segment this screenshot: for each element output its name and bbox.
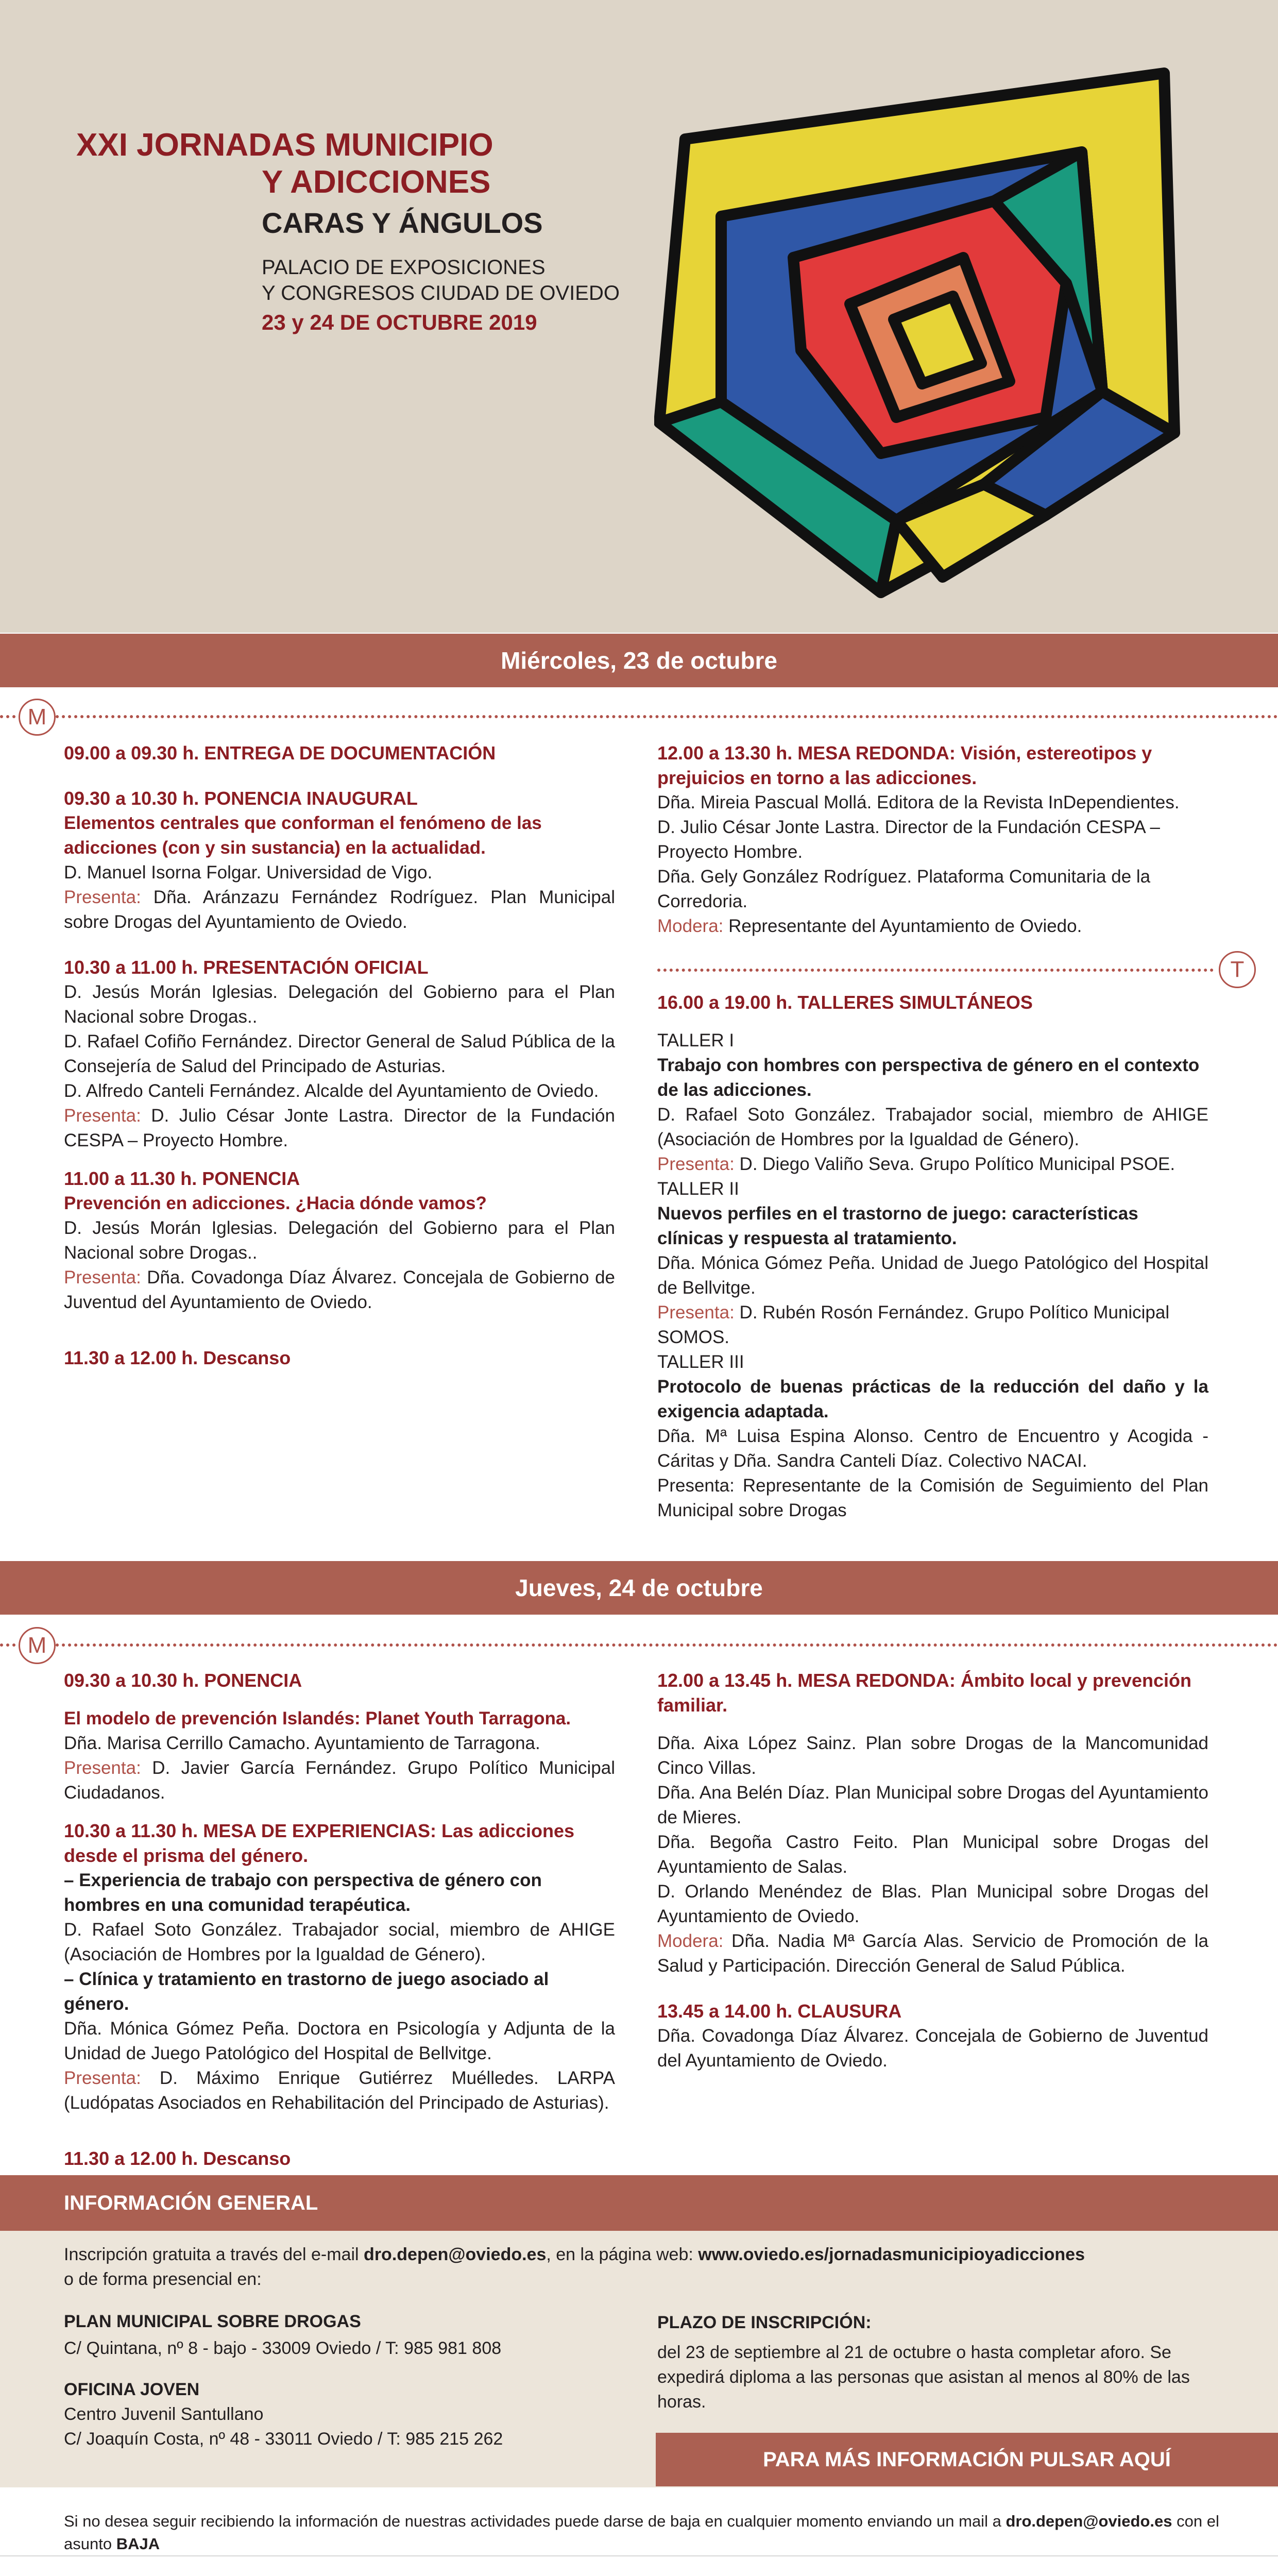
registration-web-link[interactable]: www.oviedo.es/jornadasmunicipioyadicciones bbox=[698, 2245, 1085, 2264]
session-time: 16.00 a 19.00 h. TALLERES SIMULTÁNEOS bbox=[657, 992, 1033, 1013]
speaker: D. Rafael Soto González. Trabajador social, miembro de AHIGE (Asociación de Hombres por la Igualdad de Género). bbox=[657, 1105, 1208, 1149]
info-title: INFORMACIÓN GENERAL bbox=[64, 2192, 318, 2214]
presenter: Presenta: Representante de la Comisión de Seguimiento del Plan Municipal sobre Drogas bbox=[657, 1476, 1208, 1520]
office-address: C/ Joaquín Costa, nº 48 - 33011 Oviedo / T: 985 215 262 bbox=[64, 2429, 503, 2449]
morning-marker-icon: M bbox=[19, 699, 56, 736]
session-time: 12.00 a 13.30 h. MESA REDONDA: Visión, estereotipos y prejuicios en torno a las adicciones. bbox=[657, 742, 1152, 788]
unsubscribe-note: Si no desea seguir recibiendo la información de nuestras actividades puede darse de baja en cualquier momento enviando un mail a dro.depen@oviedo.es con el asunto BAJA bbox=[64, 2512, 1219, 2553]
break-time: 11.30 a 12.00 h. Descanso bbox=[64, 1347, 291, 1368]
workshop-title: Trabajo con hombres con perspectiva de género en el contexto de las adicciones. bbox=[657, 1055, 1200, 1100]
session-time: 12.00 a 13.45 h. MESA REDONDA: Ámbito local y prevención familiar. bbox=[657, 1670, 1191, 1716]
experience-title: – Clínica y tratamiento en trastorno de juego asociado al género. bbox=[64, 1969, 549, 2014]
presenter: Presenta: Dña. Aránzazu Fernández Rodríguez. Plan Municipal sobre Drogas del Ayuntamiento de Oviedo. bbox=[64, 887, 615, 932]
workshop-label: TALLER I bbox=[657, 1030, 735, 1050]
presenter: Presenta: D. Rubén Rosón Fernández. Grupo Político Municipal SOMOS. bbox=[657, 1302, 1170, 1347]
day2-right-column bbox=[657, 1668, 1208, 2073]
speaker: Dña. Ana Belén Díaz. Plan Municipal sobre Drogas del Ayuntamiento de Mieres. bbox=[657, 1783, 1208, 1827]
day1-afternoon-column bbox=[657, 990, 1208, 1523]
day2-left-column bbox=[64, 1668, 615, 2171]
session-time: 10.30 a 11.00 h. PRESENTACIÓN OFICIAL bbox=[64, 957, 429, 978]
session-time: 13.45 a 14.00 h. CLAUSURA bbox=[657, 2001, 902, 2022]
event-title-line2: Y ADICCIONES bbox=[262, 164, 491, 200]
session-title: Prevención en adicciones. ¿Hacia dónde vamos? bbox=[64, 1193, 487, 1213]
session-time: 09.30 a 10.30 h. PONENCIA INAUGURAL bbox=[64, 788, 418, 809]
office-title: PLAN MUNICIPAL SOBRE DROGAS bbox=[64, 2312, 361, 2331]
deadline-title: PLAZO DE INSCRIPCIÓN: bbox=[657, 2313, 872, 2332]
venue-line1: PALACIO DE EXPOSICIONES bbox=[262, 256, 546, 279]
day1-morning-divider bbox=[0, 715, 1278, 718]
experience-title: – Experiencia de trabajo con perspectiva de género con hombres en una comunidad terapéutica. bbox=[64, 1870, 542, 1915]
speaker: Dña. Gely González Rodríguez. Plataforma Comunitaria de la Corredoria. bbox=[657, 867, 1151, 911]
speaker: D. Manuel Isorna Folgar. Universidad de Vigo. bbox=[64, 862, 433, 883]
speaker: Dña. Mª Luisa Espina Alonso. Centro de Encuentro y Acogida - Cáritas y Dña. Sandra Canteli Díaz. Colectivo NACAI. bbox=[657, 1426, 1208, 1471]
registration-text: Inscripción gratuita a través del e-mail dro.depen@oviedo.es, en la página web: www.oviedo.es/jornadasmunicipioyadicciones o de forma presencial en: bbox=[64, 2245, 1085, 2289]
workshop-title: Nuevos perfiles en el trastorno de juego: características clínicas y respuesta al tratamiento. bbox=[657, 1204, 1138, 1248]
moderator: Modera: Dña. Nadia Mª García Alas. Servicio de Promoción de la Salud y Participación. Dirección General de Salud Pública. bbox=[657, 1931, 1208, 1976]
session-time: 11.00 a 11.30 h. PONENCIA bbox=[64, 1168, 300, 1189]
speaker: D. Alfredo Canteli Fernández. Alcalde del Ayuntamiento de Oviedo. bbox=[64, 1081, 599, 1101]
speaker: D. Rafael Soto González. Trabajador social, miembro de AHIGE (Asociación de Hombres por la Igualdad de Género). bbox=[64, 1920, 615, 1964]
presenter: Presenta: D. Diego Valiño Seva. Grupo Político Municipal PSOE. bbox=[657, 1154, 1175, 1174]
afternoon-marker-icon: T bbox=[1219, 951, 1256, 988]
speaker: D. Orlando Menéndez de Blas. Plan Municipal sobre Drogas del Ayuntamiento de Oviedo. bbox=[657, 1882, 1208, 1926]
speaker: D. Jesús Morán Iglesias. Delegación del Gobierno para el Plan Nacional sobre Drogas.. bbox=[64, 1218, 615, 1263]
speaker: D. Jesús Morán Iglesias. Delegación del Gobierno para el Plan Nacional sobre Drogas.. bbox=[64, 982, 615, 1027]
morning-marker-icon: M bbox=[19, 1627, 56, 1664]
session-title: Elementos centrales que conforman el fenómeno de las adicciones (con y sin sustancia) en la actualidad. bbox=[64, 813, 542, 858]
workshop-title: Protocolo de buenas prácticas de la reducción del daño y la exigencia adaptada. bbox=[657, 1377, 1208, 1421]
event-artwork bbox=[654, 62, 1190, 608]
day2-morning-divider bbox=[0, 1643, 1278, 1647]
event-title-line1: XXI JORNADAS MUNICIPIO bbox=[76, 127, 493, 163]
speaker: Dña. Mireia Pascual Mollá. Editora de la Revista InDependientes. bbox=[657, 792, 1180, 812]
footer-divider bbox=[0, 2555, 1278, 2556]
office-oficina-joven bbox=[64, 2377, 631, 2451]
speaker: Dña. Marisa Cerrillo Camacho. Ayuntamiento de Tarragona. bbox=[64, 1733, 540, 1753]
speaker: Dña. Begoña Castro Feito. Plan Municipal sobre Drogas del Ayuntamiento de Salas. bbox=[657, 1832, 1208, 1877]
workshop-label: TALLER II bbox=[657, 1179, 739, 1199]
speaker: D. Julio César Jonte Lastra. Director de la Fundación CESPA – Proyecto Hombre. bbox=[657, 817, 1160, 862]
session-title: El modelo de prevención Islandés: Planet Youth Tarragona. bbox=[64, 1708, 571, 1728]
day1-afternoon-divider bbox=[657, 969, 1214, 972]
presenter: Presenta: Dña. Covadonga Díaz Álvarez. Concejala de Gobierno de Juventud del Ayuntamiento de Oviedo. bbox=[64, 1267, 615, 1312]
venue-line2: Y CONGRESOS CIUDAD DE OVIEDO bbox=[262, 282, 620, 304]
registration-email-link[interactable]: dro.depen@oviedo.es bbox=[364, 2245, 547, 2264]
speaker: Dña. Mónica Gómez Peña. Unidad de Juego Patológico del Hospital de Bellvitge. bbox=[657, 1253, 1208, 1298]
event-venue bbox=[262, 255, 620, 306]
office-title: OFICINA JOVEN bbox=[64, 2380, 200, 2399]
office-address: C/ Quintana, nº 8 - bajo - 33009 Oviedo / T: 985 981 808 bbox=[64, 2338, 502, 2358]
break-time: 11.30 a 12.00 h. Descanso bbox=[64, 2148, 291, 2169]
presenter: Presenta: D. Máximo Enrique Gutiérrez Muélledes. LARPA (Ludópatas Asociados en Rehabilitación del Principado de Asturias). bbox=[64, 2068, 615, 2113]
day1-left-column bbox=[64, 741, 615, 1370]
presenter: Presenta: D. Julio César Jonte Lastra. Director de la Fundación CESPA – Proyecto Hombre. bbox=[64, 1106, 615, 1150]
day1-band: Miércoles, 23 de octubre bbox=[0, 634, 1278, 687]
speaker: Dña. Covadonga Díaz Álvarez. Concejala de Gobierno de Juventud del Ayuntamiento de Oviedo. bbox=[657, 2026, 1208, 2071]
session-time: 09.00 a 09.30 h. ENTREGA DE DOCUMENTACIÓN bbox=[64, 742, 496, 764]
presenter: Presenta: D. Javier García Fernández. Grupo Político Municipal Ciudadanos. bbox=[64, 1758, 615, 1803]
unsubscribe-email-link[interactable]: dro.depen@oviedo.es bbox=[1006, 2512, 1172, 2530]
day2-band: Jueves, 24 de octubre bbox=[0, 1561, 1278, 1615]
moderator: Modera: Representante del Ayuntamiento de Oviedo. bbox=[657, 916, 1082, 936]
deadline-block bbox=[657, 2310, 1208, 2414]
event-dates: 23 y 24 DE OCTUBRE 2019 bbox=[262, 310, 537, 334]
session-time: 09.30 a 10.30 h. PONENCIA bbox=[64, 1670, 302, 1691]
speaker: Dña. Mónica Gómez Peña. Doctora en Psicología y Adjunta de la Unidad de Juego Patológico del Hospital de Bellvitge. bbox=[64, 2019, 615, 2063]
office-address: Centro Juvenil Santullano bbox=[64, 2404, 264, 2424]
office-plan-municipal bbox=[64, 2309, 631, 2361]
workshop-label: TALLER III bbox=[657, 1352, 744, 1372]
session-time: 10.30 a 11.30 h. MESA DE EXPERIENCIAS: Las adicciones desde el prisma del género. bbox=[64, 1820, 575, 1866]
speaker: Dña. Aixa López Sainz. Plan sobre Drogas de la Mancomunidad Cinco Villas. bbox=[657, 1733, 1208, 1778]
speaker: D. Rafael Cofiño Fernández. Director General de Salud Pública de la Consejería de Salud del Principado de Asturias. bbox=[64, 1031, 615, 1076]
deadline-text: del 23 de septiembre al 21 de octubre o hasta completar aforo. Se expedirá diploma a las personas que asistan al menos al 80% de las horas. bbox=[657, 2343, 1190, 2412]
day1-right-column bbox=[657, 741, 1208, 939]
more-info-button[interactable]: PARA MÁS INFORMACIÓN PULSAR AQUÍ bbox=[656, 2433, 1278, 2486]
event-subtitle: CARAS Y ÁNGULOS bbox=[262, 207, 543, 239]
